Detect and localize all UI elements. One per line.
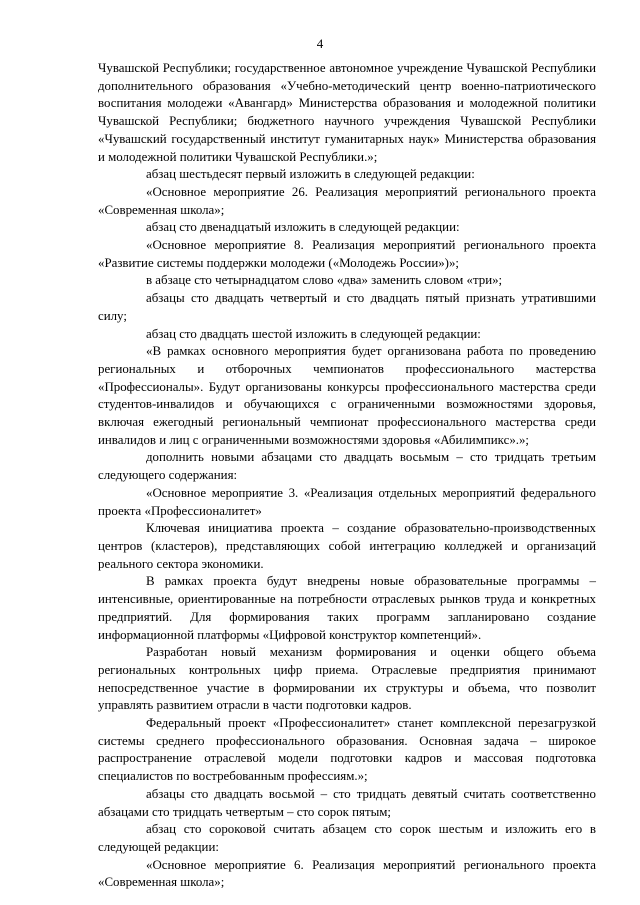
paragraph: абзац сто двенадцатый изложить в следующей редакции: — [146, 220, 460, 235]
paragraph: абзацы сто двадцать восьмой – сто тридцать девятый считать соответственно абзацами сто тридцать четвертым – сто сорок пятым; — [98, 786, 596, 819]
paragraph: в абзаце сто четырнадцатом слово «два» заменить словом «три»; — [146, 273, 503, 288]
paragraph: абзац сто сороковой считать абзацем сто сорок шестым и изложить его в следующей редакции: — [98, 822, 596, 854]
paragraph: «В рамках основного мероприятия будет организована работа по проведению региональных и отборочных чемпионатов профессионального мастерства «Профессионалы». Будут организованы конкурсы профессионального мастерства среди студентов-инвалидов и обучающихся с ограниченными возможностями здоровья, включая ежегодный региональный чемпионат профессионального мастерства среди инвалидов и лиц с ограниченными возможностями здоровья «Абилимпикс».»; — [98, 344, 596, 447]
paragraph: В рамках проекта будут внедрены новые образовательные программы – интенсивные, ориентированные на потребности отраслевых рынков труда и конкретных предприятий. Для формирования таких программ запланировано создание информационной платформы «Цифровой конструктор компетенций». — [98, 574, 596, 642]
paragraph: абзац сто двадцать шестой изложить в следующей редакции: — [146, 326, 481, 341]
paragraph: Федеральный проект «Профессионалитет» станет комплексной перезагрузкой системы среднего профессионального образования. Основная задача – широкое распространение отраслевой модели подготовки кадров и массовая подготовка специалистов по востребованным профессиям.»; — [98, 716, 596, 784]
paragraph: «Основное мероприятие 6. Реализация мероприятий регионального проекта «Современная школа»; — [98, 857, 596, 890]
paragraph: Ключевая инициатива проекта – создание образовательно-производственных центров (кластеров), представляющих собой интеграцию колледжей и организаций реального сектора экономики. — [98, 521, 596, 571]
paragraph: «Основное мероприятие 26. Реализация мероприятий регионального проекта «Современная школа»; — [98, 184, 596, 217]
paragraph: «Основное мероприятие 3. «Реализация отдельных мероприятий федерального проекта «Профессионалитет» — [98, 485, 596, 518]
document-body — [98, 60, 596, 892]
paragraph: абзац шестьдесят первый изложить в следующей редакции: — [146, 167, 475, 182]
page-number: 4 — [316, 36, 324, 51]
paragraph: дополнить новыми абзацами сто двадцать восьмым – сто тридцать третьим следующего содержания: — [98, 450, 596, 483]
paragraph: Разработан новый механизм формирования и оценки общего объема региональных контрольных цифр приема. Отраслевые предприятия принимают непосредственное участие в формировании их структуры и объема, что позволит управлять развитием отрасли в части подготовки кадров. — [98, 645, 596, 713]
paragraph: Чувашской Республики; государственное автономное учреждение Чувашской Республики дополнительного образования «Учебно-методический центр военно-патриотического воспитания молодежи «Авангард» Министерства образования и молодежной политики Чувашской Республики; бюджетного научного учреждения Чувашской Республики «Чувашский государственный институт гуманитарных наук» Министерства образования и молодежной политики Чувашской Республики.»; — [98, 61, 596, 164]
paragraph: «Основное мероприятие 8. Реализация мероприятий регионального проекта «Развитие системы поддержки молодежи («Молодежь России»)»; — [98, 238, 596, 270]
paragraph: абзацы сто двадцать четвертый и сто двадцать пятый признать утратившими силу; — [98, 291, 596, 323]
